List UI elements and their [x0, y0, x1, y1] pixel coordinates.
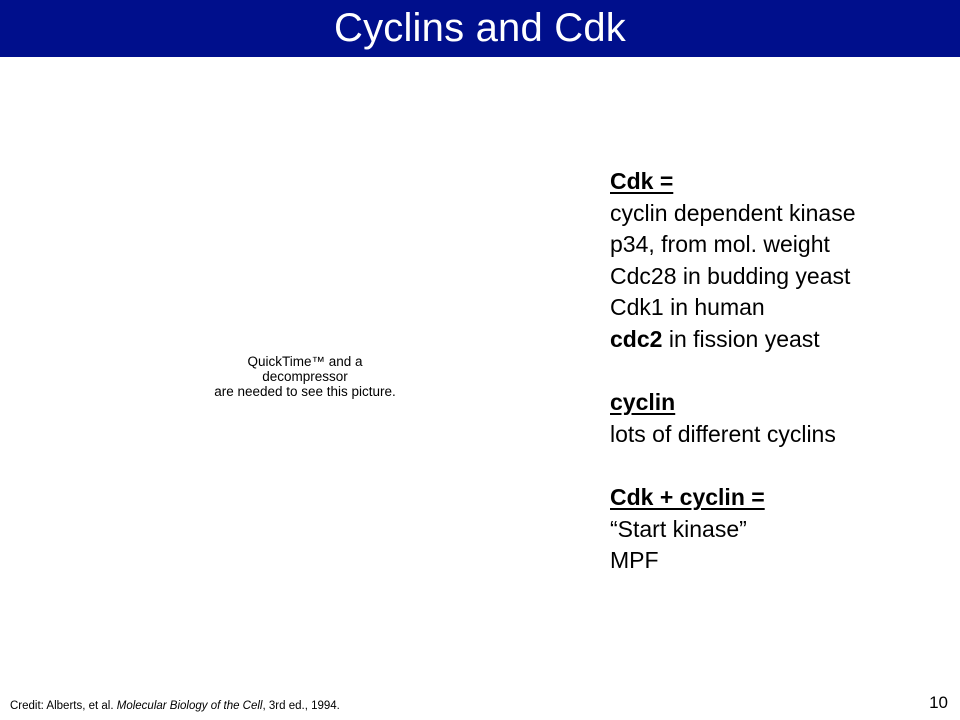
- missing-image-placeholder: [200, 354, 410, 399]
- complex-header: Cdk + cyclin =: [610, 484, 765, 510]
- page-number: 10: [929, 693, 948, 712]
- definitions-list: [610, 166, 856, 577]
- placeholder-line-3: are needed to see this picture.: [214, 384, 396, 399]
- cdk-definition-line: p34, from mol. weight: [610, 231, 830, 257]
- cdk-definition-line: Cdc28 in budding yeast: [610, 262, 851, 289]
- cyclin-header: cyclin: [610, 389, 676, 415]
- spacer: [610, 355, 856, 387]
- cyclin-definition-line: lots of different cyclins: [610, 420, 836, 447]
- cdc2-line: [610, 324, 856, 356]
- credit-book-title: Molecular Biology of the Cell: [116, 700, 263, 712]
- title-bar: [0, 0, 960, 57]
- cdc2-description: in fission yeast: [662, 325, 820, 352]
- credit-prefix: Credit: Alberts, et al.: [10, 700, 117, 712]
- cdk-definition-line: Cdk1 in human: [610, 294, 765, 320]
- credit-line: [10, 700, 340, 712]
- placeholder-line-2: decompressor: [262, 369, 348, 384]
- cdc2-term: cdc2: [610, 325, 663, 352]
- cdk-definition-line: cyclin dependent kinase: [610, 199, 856, 226]
- complex-definition-line: MPF: [610, 547, 659, 573]
- credit-suffix: , 3rd ed., 1994.: [262, 700, 340, 712]
- cdk-header: Cdk =: [610, 168, 674, 194]
- placeholder-line-1: QuickTime™ and a: [247, 354, 363, 369]
- slide-title: Cyclins and Cdk: [333, 6, 626, 50]
- spacer: [610, 450, 856, 482]
- complex-definition-line: “Start kinase”: [610, 515, 747, 542]
